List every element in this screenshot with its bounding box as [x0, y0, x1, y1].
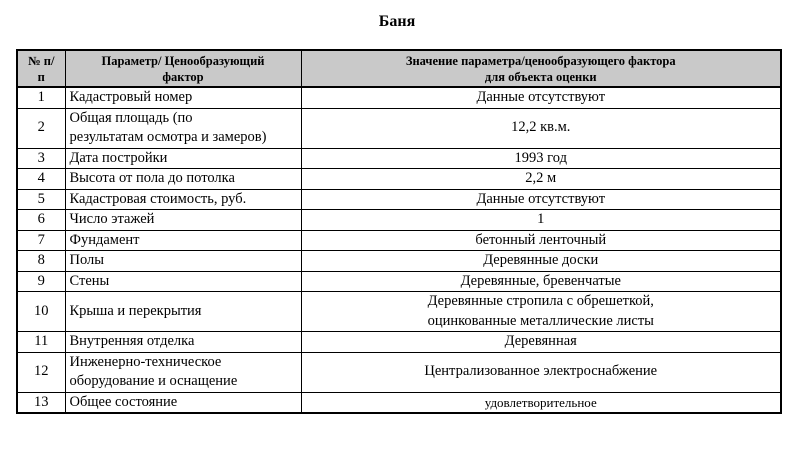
row-value: 12,2 кв.м. — [301, 108, 781, 148]
row-parameter — [65, 108, 301, 148]
row-value: 1993 год — [301, 148, 781, 169]
table-row — [17, 169, 781, 190]
row-parameter: Высота от пола до потолка — [65, 169, 301, 190]
table-row — [17, 251, 781, 272]
row-number: 5 — [17, 189, 65, 210]
row-value: 1 — [301, 210, 781, 231]
row-parameter — [65, 189, 301, 210]
table-row — [17, 210, 781, 231]
row-number: 1 — [17, 87, 65, 108]
document-title: Баня — [378, 13, 416, 30]
table-row — [17, 292, 781, 332]
row-value: Деревянная — [301, 332, 781, 353]
row-parameter-text: Инженерно-техническое оборудование и оснащение — [69, 353, 238, 389]
row-value: бетонный ленточный — [301, 230, 781, 251]
row-parameter: Крыша и перекрытия — [65, 292, 301, 332]
row-value: Деревянные, бревенчатые — [301, 271, 781, 292]
row-parameter: Общее состояние — [65, 392, 301, 413]
table-row — [17, 230, 781, 251]
header-number — [17, 50, 65, 87]
table-row — [17, 108, 781, 148]
row-number: 4 — [17, 169, 65, 190]
row-parameter — [65, 352, 301, 392]
row-value: Централизованное электроснабжение — [301, 352, 781, 392]
row-value: Данные отсутствуют — [301, 189, 781, 210]
row-number: 12 — [17, 352, 65, 392]
row-number: 3 — [17, 148, 65, 169]
row-parameter: Число этажей — [65, 210, 301, 231]
row-value-text: Деревянные стропила с обрешеткой, оцинкованные металлические листы — [427, 293, 654, 329]
row-parameter: Кадастровый номер — [65, 87, 301, 108]
row-parameter-text: Кадастровая стоимость, руб. — [69, 190, 247, 207]
header-value — [301, 50, 781, 87]
table-row — [17, 189, 781, 210]
row-value — [301, 292, 781, 332]
row-number: 11 — [17, 332, 65, 353]
table-row — [17, 332, 781, 353]
table-row — [17, 352, 781, 392]
row-value: 2,2 м — [301, 169, 781, 190]
table-header-row — [17, 50, 781, 87]
row-number: 9 — [17, 271, 65, 292]
row-value: удовлетворительное — [301, 392, 781, 413]
header-value-label: Значение параметра/ценообразующего фактора для объекта оценки — [405, 54, 676, 84]
table-row — [17, 392, 781, 413]
header-parameter-label: Параметр/ Ценообразующий фактор — [101, 54, 265, 84]
header-parameter — [65, 50, 301, 87]
row-number: 13 — [17, 392, 65, 413]
row-value: Деревянные доски — [301, 251, 781, 272]
row-parameter: Полы — [65, 251, 301, 272]
table-row — [17, 148, 781, 169]
row-number: 8 — [17, 251, 65, 272]
row-number: 6 — [17, 210, 65, 231]
row-parameter-text: Общая площадь (по результатам осмотра и замеров) — [69, 109, 267, 145]
row-parameter: Стены — [65, 271, 301, 292]
row-number: 2 — [17, 108, 65, 148]
row-value: Данные отсутствуют — [301, 87, 781, 108]
row-parameter: Фундамент — [65, 230, 301, 251]
row-number: 10 — [17, 292, 65, 332]
row-parameter: Дата постройки — [65, 148, 301, 169]
row-number: 7 — [17, 230, 65, 251]
table-row — [17, 271, 781, 292]
header-number-label: № п/п — [28, 54, 55, 84]
table-row — [17, 87, 781, 108]
row-parameter: Внутренняя отделка — [65, 332, 301, 353]
parameters-table — [16, 49, 782, 414]
